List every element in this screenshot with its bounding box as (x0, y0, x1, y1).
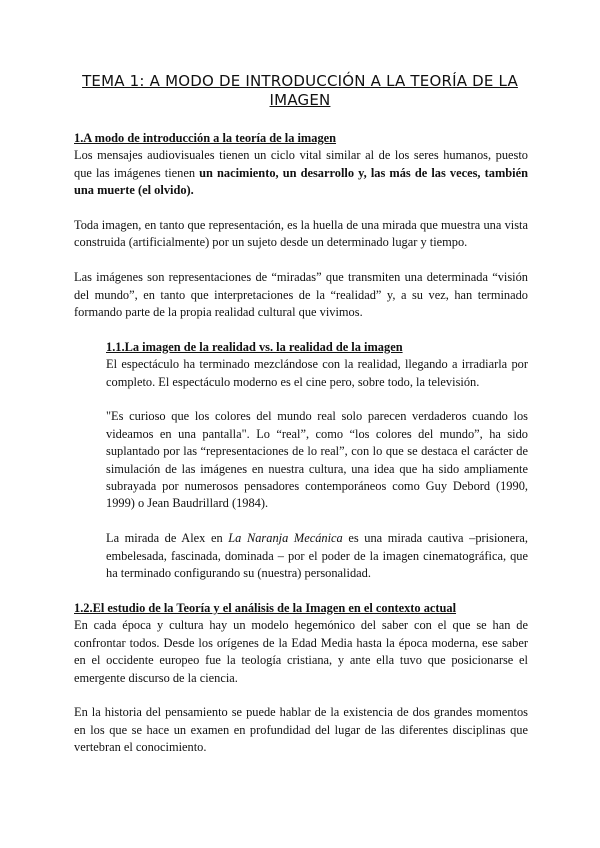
section-1-2-heading: 1.2.El estudio de la Teoría y el análisis de la Imagen en el contexto actual (74, 600, 457, 615)
section-1-1-heading: 1.1.La imagen de la realidad vs. la realidad de la imagen (106, 339, 403, 354)
section-1-2-paragraph-1: En cada época y cultura hay un modelo hegemónico del saber con el que se han de confrontar todos. Desde los orígenes de la Edad Media hasta la época moderna, ese saber en el occidente europeo fue la teología cristiana, y ante ella tuvo que posicionarse el emergente discurso de la ciencia. (74, 618, 528, 685)
section-1-paragraph-2: Toda imagen, en tanto que representación, es la huella de una mirada que muestra una vista construida (artificialmente) por un sujeto desde un determinado lugar y tiempo. (74, 218, 528, 250)
section-1-1-paragraph-3-text-a: La mirada de Alex en (106, 531, 229, 546)
section-1-paragraph-3: Las imágenes son representaciones de “miradas” que transmiten una determinada “visión del mundo”, en tanto que interpretaciones de la “realidad” y, a su vez, han terminado formando parte de la propia realidad cultural que vivimos. (74, 270, 528, 320)
section-1-1-paragraph-3-text-b: es una mirada cautiva –prisionera, embelesada, fascinada, dominada – por el poder de la imagen cinematográfica, que ha terminado configurando su (nuestra) personalidad. (106, 531, 528, 581)
section-1-2-paragraph-2: En la historia del pensamiento se puede hablar de la existencia de dos grandes momentos en los que se hace un examen en profundidad del lugar de las diferentes disciplinas que vertebran el conocimiento. (74, 705, 528, 755)
film-title: La Naranja Mecánica (228, 531, 343, 546)
page-title: TEMA 1: A MODO DE INTRODUCCIÓN A LA TEORÍA DE LA IMAGEN (82, 72, 518, 109)
section-1-heading: 1.A modo de introducción a la teoría de la imagen (74, 131, 337, 145)
section-1-1-paragraph-2: "Es curioso que los colores del mundo real solo parecen verdaderos cuando los videamos en una pantalla". Lo “real”, como “los colores del mundo”, ha sido suplantado por las “representaciones de lo real”, con lo que se destaca el carácter de simulación de las imágenes en nuestra cultura, una idea que ha sido ampliamente subrayada por numerosos pensadores contemporáneos como Guy Debord (1990, 1999) o Jean Baudrillard (1984). (106, 409, 528, 511)
section-1-paragraph-1 (74, 147, 528, 199)
section-1-1-paragraph-1: El espectáculo ha terminado mezclándose con la realidad, llegando a irradiarla por completo. El espectáculo moderno es el cine pero, sobre todo, la televisión. (106, 357, 528, 389)
section-1-1-paragraph-3 (106, 530, 528, 582)
document-body (74, 130, 528, 757)
section-1-paragraph-1-bold: un nacimiento, un desarrollo y, las más de las veces, también una muerte (el olvido). (74, 165, 528, 198)
section-1-paragraph-1-text: Los mensajes audiovisuales tienen un ciclo vital similar al de los seres humanos, puesto que las imágenes tienen (74, 148, 528, 180)
